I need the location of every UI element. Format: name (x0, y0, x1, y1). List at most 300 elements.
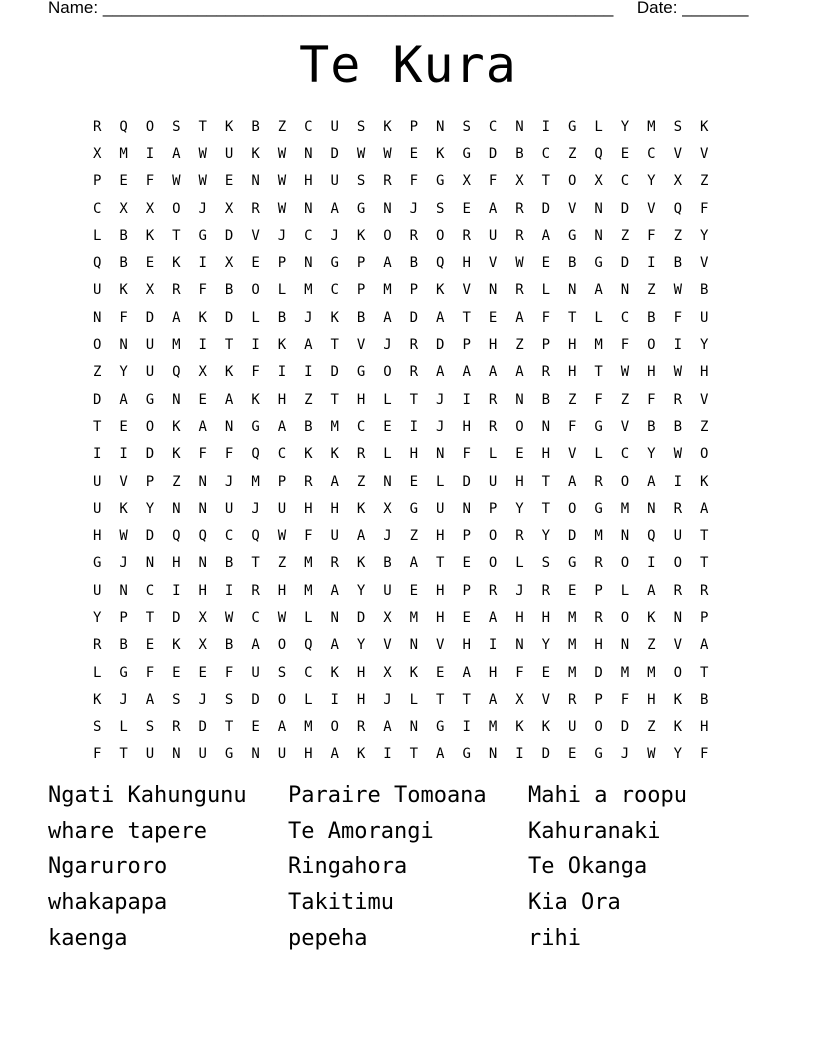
grid-cell: N (541, 418, 551, 435)
grid-cell: T (541, 500, 551, 517)
grid-cell: M (594, 528, 603, 545)
grid-cell: V (356, 337, 366, 354)
grid-cell: A (145, 691, 155, 708)
grid-row (84, 632, 732, 659)
grid-cell: W (224, 609, 234, 626)
grid-cell: G (568, 555, 577, 572)
grid-cell: D (330, 145, 339, 162)
grid-cell: T (541, 473, 551, 490)
grid-cell: G (198, 227, 207, 244)
grid-cell: V (488, 255, 498, 272)
grid-cell: B (383, 555, 392, 572)
grid-cell: N (568, 282, 577, 299)
grid-cell: P (356, 255, 366, 272)
grid-cell: N (515, 391, 524, 408)
grid-cell: L (594, 118, 603, 135)
grid-cell: K (277, 337, 287, 354)
grid-cell: Z (277, 555, 287, 572)
grid-cell: G (409, 500, 419, 517)
grid-cell: C (356, 418, 366, 435)
grid-cell: F (620, 691, 630, 708)
grid-cell: U (568, 719, 577, 736)
grid-cell: H (647, 364, 656, 381)
grid-cell: O (251, 282, 260, 299)
grid-cell: C (541, 145, 551, 162)
grid-cell: U (699, 309, 709, 326)
grid-cell: A (172, 309, 181, 326)
grid-cell: T (119, 746, 128, 763)
grid-cell: O (277, 637, 287, 654)
grid-cell: M (568, 637, 577, 654)
grid-cell: C (145, 582, 155, 599)
grid-cell: K (436, 282, 445, 299)
grid-cell: H (198, 582, 207, 599)
grid-cell: U (251, 664, 260, 681)
grid-cell: F (92, 746, 102, 763)
grid-cell: Q (673, 200, 682, 217)
grid-cell: Q (594, 145, 603, 162)
grid-cell: I (277, 364, 287, 381)
grid-cell: R (304, 473, 313, 490)
grid-cell: N (409, 637, 419, 654)
grid-cell: A (462, 664, 471, 681)
grid-cell: C (647, 145, 656, 162)
grid-cell: W (172, 173, 181, 190)
grid-cell: A (356, 528, 366, 545)
grid-cell: T (330, 337, 339, 354)
grid-cell: O (145, 118, 155, 135)
grid-cell: K (251, 391, 260, 408)
grid-cell: P (119, 609, 128, 626)
grid-cell: U (673, 528, 682, 545)
grid-cell: R (515, 528, 524, 545)
grid-cell: V (699, 145, 709, 162)
grid-row (84, 140, 732, 167)
grid-cell: W (673, 282, 682, 299)
grid-cell: G (436, 719, 445, 736)
grid-cell: P (145, 473, 155, 490)
grid-cell: J (409, 200, 419, 217)
grid-cell: A (699, 500, 709, 517)
grid-cell: N (620, 282, 630, 299)
grid-cell: N (488, 282, 498, 299)
grid-row (84, 168, 732, 195)
grid-cell: T (172, 227, 181, 244)
grid-cell: F (594, 391, 603, 408)
grid-cell: N (119, 582, 128, 599)
grid-cell: J (224, 473, 234, 490)
grid-cell: P (594, 582, 603, 599)
grid-cell: H (541, 446, 551, 463)
grid-cell: F (541, 309, 551, 326)
grid-cell: V (568, 200, 577, 217)
grid-cell: U (92, 473, 102, 490)
grid-cell: E (145, 637, 155, 654)
grid-cell: P (277, 473, 287, 490)
grid-cell: X (594, 173, 603, 190)
grid-cell: U (330, 173, 339, 190)
grid-cell: W (383, 145, 392, 162)
grid-cell: Y (145, 500, 155, 517)
grid-cell: O (277, 691, 287, 708)
grid-cell: V (699, 391, 709, 408)
grid-cell: Y (620, 118, 630, 135)
grid-cell: T (409, 391, 419, 408)
grid-cell: W (356, 145, 366, 162)
grid-cell: K (172, 446, 181, 463)
grid-cell: K (699, 118, 709, 135)
grid-cell: E (620, 145, 630, 162)
grid-cell: M (172, 337, 181, 354)
grid-cell: H (488, 337, 498, 354)
grid-cell: N (172, 500, 181, 517)
word-list-item: Ngaruroro (48, 854, 168, 880)
grid-cell: P (277, 255, 287, 272)
grid-cell: X (515, 691, 524, 708)
grid-cell: A (488, 200, 498, 217)
grid-cell: D (541, 746, 551, 763)
grid-cell: E (462, 609, 471, 626)
grid-row (84, 277, 732, 304)
grid-cell: U (488, 227, 498, 244)
grid-cell: F (409, 173, 419, 190)
grid-row (84, 222, 732, 249)
grid-cell: M (620, 664, 630, 681)
grid-cell: P (462, 337, 471, 354)
grid-cell: L (277, 282, 287, 299)
grid-cell: A (330, 473, 339, 490)
grid-cell: N (594, 227, 603, 244)
grid-cell: Q (119, 118, 128, 135)
grid-cell: H (515, 473, 524, 490)
grid-cell: E (251, 255, 260, 272)
grid-cell: I (488, 637, 498, 654)
grid-cell: T (198, 118, 207, 135)
grid-cell: D (594, 664, 603, 681)
grid-cell: M (119, 145, 128, 162)
grid-cell: H (488, 664, 498, 681)
grid-cell: M (568, 664, 577, 681)
grid-row (84, 550, 732, 577)
grid-cell: W (515, 255, 524, 272)
grid-cell: Q (198, 528, 207, 545)
date-blank: _______ (682, 0, 749, 17)
grid-cell: R (251, 582, 260, 599)
grid-cell: O (699, 446, 709, 463)
grid-cell: U (277, 746, 287, 763)
grid-cell: P (462, 582, 471, 599)
grid-row (84, 741, 732, 768)
grid-cell: C (620, 173, 630, 190)
grid-cell: R (251, 200, 260, 217)
grid-cell: L (92, 227, 102, 244)
grid-cell: N (92, 309, 102, 326)
grid-cell: Y (673, 746, 682, 763)
grid-cell: Y (647, 173, 656, 190)
grid-cell: L (383, 391, 392, 408)
grid-cell: S (172, 691, 181, 708)
grid-row (84, 359, 732, 386)
grid-cell: G (568, 118, 577, 135)
grid-cell: K (172, 418, 181, 435)
grid-cell: Q (172, 364, 181, 381)
grid-cell: F (224, 446, 234, 463)
grid-cell: X (462, 173, 471, 190)
grid-cell: I (251, 337, 260, 354)
word-search-grid (84, 113, 732, 768)
grid-cell: N (383, 200, 392, 217)
grid-cell: D (568, 528, 577, 545)
grid-cell: M (383, 282, 392, 299)
grid-cell: D (224, 309, 234, 326)
word-list-item: Kia Ora (528, 890, 621, 916)
grid-cell: C (304, 664, 313, 681)
grid-cell: G (436, 173, 445, 190)
grid-cell: O (330, 719, 339, 736)
grid-cell: O (515, 418, 524, 435)
grid-cell: Z (620, 391, 630, 408)
grid-cell: W (277, 528, 287, 545)
grid-cell: Y (92, 609, 102, 626)
grid-cell: A (172, 145, 181, 162)
grid-cell: S (145, 719, 155, 736)
grid-cell: O (488, 528, 498, 545)
grid-cell: Q (172, 528, 181, 545)
grid-cell: B (119, 637, 128, 654)
grid-cell: K (330, 664, 339, 681)
grid-cell: K (699, 473, 709, 490)
grid-cell: W (119, 528, 128, 545)
grid-cell: T (330, 391, 339, 408)
grid-cell: Z (699, 173, 709, 190)
grid-cell: R (409, 337, 419, 354)
grid-row (84, 495, 732, 522)
grid-cell: M (647, 664, 656, 681)
grid-cell: A (436, 746, 445, 763)
grid-cell: M (304, 582, 313, 599)
grid-cell: M (488, 719, 498, 736)
grid-cell: F (145, 173, 155, 190)
grid-cell: M (304, 719, 313, 736)
grid-cell: L (304, 691, 313, 708)
grid-cell: E (119, 418, 128, 435)
grid-cell: Z (515, 337, 524, 354)
grid-cell: N (436, 446, 445, 463)
grid-cell: X (92, 145, 102, 162)
grid-cell: H (515, 609, 524, 626)
grid-cell: G (145, 391, 155, 408)
grid-cell: E (409, 582, 419, 599)
grid-cell: R (673, 391, 682, 408)
grid-row (84, 659, 732, 686)
grid-cell: K (356, 227, 366, 244)
grid-cell: A (409, 555, 419, 572)
grid-cell: O (568, 500, 577, 517)
grid-cell: O (594, 719, 603, 736)
grid-cell: C (224, 528, 234, 545)
grid-cell: N (304, 255, 313, 272)
grid-cell: U (224, 500, 234, 517)
grid-row (84, 468, 732, 495)
grid-cell: R (541, 582, 551, 599)
grid-cell: R (172, 282, 181, 299)
grid-cell: V (673, 145, 682, 162)
grid-cell: C (277, 446, 287, 463)
grid-cell: K (356, 500, 366, 517)
grid-cell: A (594, 282, 603, 299)
grid-cell: W (647, 746, 656, 763)
page-title: Te Kura (299, 36, 517, 94)
grid-cell: L (409, 691, 419, 708)
grid-cell: U (436, 500, 445, 517)
grid-cell: R (515, 282, 524, 299)
grid-cell: W (673, 364, 682, 381)
grid-cell: I (172, 582, 181, 599)
grid-cell: O (172, 200, 181, 217)
grid-cell: W (620, 364, 630, 381)
grid-cell: D (409, 309, 419, 326)
grid-cell: Y (699, 337, 709, 354)
grid-cell: H (462, 637, 471, 654)
grid-cell: T (224, 719, 234, 736)
grid-cell: G (92, 555, 102, 572)
grid-cell: L (620, 582, 630, 599)
grid-cell: B (673, 255, 682, 272)
grid-row (84, 413, 732, 440)
grid-cell: H (699, 719, 709, 736)
grid-cell: O (673, 555, 682, 572)
grid-cell: A (488, 609, 498, 626)
grid-cell: K (224, 364, 234, 381)
grid-cell: D (145, 309, 155, 326)
grid-cell: V (462, 282, 471, 299)
grid-cell: B (277, 309, 287, 326)
grid-cell: V (699, 255, 709, 272)
grid-cell: I (119, 446, 128, 463)
grid-cell: Z (304, 391, 313, 408)
grid-cell: T (699, 664, 709, 681)
grid-cell: H (462, 255, 471, 272)
grid-cell: J (436, 391, 445, 408)
grid-cell: X (673, 173, 682, 190)
grid-cell: V (673, 637, 682, 654)
grid-cell: R (356, 446, 366, 463)
grid-cell: B (515, 145, 524, 162)
grid-cell: E (409, 473, 419, 490)
grid-cell: H (541, 609, 551, 626)
grid-cell: F (251, 364, 260, 381)
grid-cell: N (251, 173, 260, 190)
grid-cell: K (330, 446, 339, 463)
grid-cell: A (568, 473, 577, 490)
grid-cell: A (462, 364, 471, 381)
word-list-item: Te Okanga (528, 854, 648, 880)
grid-cell: F (515, 664, 524, 681)
grid-cell: O (647, 337, 656, 354)
grid-cell: C (304, 118, 313, 135)
grid-cell: I (647, 255, 656, 272)
grid-cell: N (198, 555, 207, 572)
grid-cell: R (594, 473, 603, 490)
grid-cell: K (92, 691, 102, 708)
grid-cell: Z (647, 637, 656, 654)
grid-cell: I (515, 746, 524, 763)
grid-cell: A (383, 309, 392, 326)
grid-cell: P (409, 118, 419, 135)
grid-row (84, 249, 732, 276)
grid-cell: B (647, 309, 656, 326)
grid-cell: D (198, 719, 207, 736)
grid-cell: M (409, 609, 419, 626)
grid-row (84, 113, 732, 140)
grid-cell: A (436, 309, 445, 326)
grid-cell: O (620, 555, 630, 572)
grid-cell: O (620, 473, 630, 490)
grid-cell: N (383, 473, 392, 490)
grid-cell: K (673, 719, 682, 736)
grid-cell: S (356, 173, 366, 190)
grid-cell: T (92, 418, 102, 435)
grid-cell: F (488, 173, 498, 190)
grid-row (84, 522, 732, 549)
grid-cell: U (145, 337, 155, 354)
grid-cell: E (568, 582, 577, 599)
grid-cell: Q (251, 446, 260, 463)
grid-cell: H (356, 691, 366, 708)
grid-cell: F (224, 664, 234, 681)
grid-cell: N (330, 609, 339, 626)
grid-cell: A (304, 337, 313, 354)
grid-cell: A (515, 364, 524, 381)
grid-cell: D (356, 609, 366, 626)
grid-cell: H (356, 664, 366, 681)
grid-cell: W (198, 145, 207, 162)
grid-cell: B (356, 309, 366, 326)
grid-cell: V (541, 691, 551, 708)
grid-cell: F (647, 391, 656, 408)
grid-cell: T (699, 555, 709, 572)
grid-cell: I (198, 337, 207, 354)
grid-cell: B (224, 637, 234, 654)
grid-cell: B (119, 255, 128, 272)
grid-cell: C (488, 118, 498, 135)
word-list-item: pepeha (288, 925, 368, 951)
grid-cell: U (92, 282, 102, 299)
date-label: Date: (636, 0, 678, 17)
word-list-item: Kahuranaki (528, 818, 661, 844)
grid-cell: M (330, 418, 339, 435)
grid-cell: H (92, 528, 102, 545)
grid-cell: U (198, 746, 207, 763)
word-list-item: whakapapa (48, 890, 168, 916)
grid-cell: J (119, 691, 128, 708)
grid-cell: T (436, 691, 445, 708)
grid-cell: Y (541, 528, 551, 545)
grid-cell: T (409, 746, 419, 763)
grid-cell: N (198, 500, 207, 517)
grid-cell: C (304, 227, 313, 244)
grid-cell: K (119, 500, 128, 517)
grid-cell: A (251, 637, 260, 654)
grid-cell: H (699, 364, 709, 381)
grid-cell: X (198, 637, 207, 654)
grid-cell: R (383, 173, 392, 190)
grid-cell: L (383, 446, 392, 463)
grid-cell: A (488, 364, 498, 381)
grid-cell: U (145, 364, 155, 381)
word-list-item: rihi (528, 925, 581, 951)
grid-cell: Z (409, 528, 419, 545)
